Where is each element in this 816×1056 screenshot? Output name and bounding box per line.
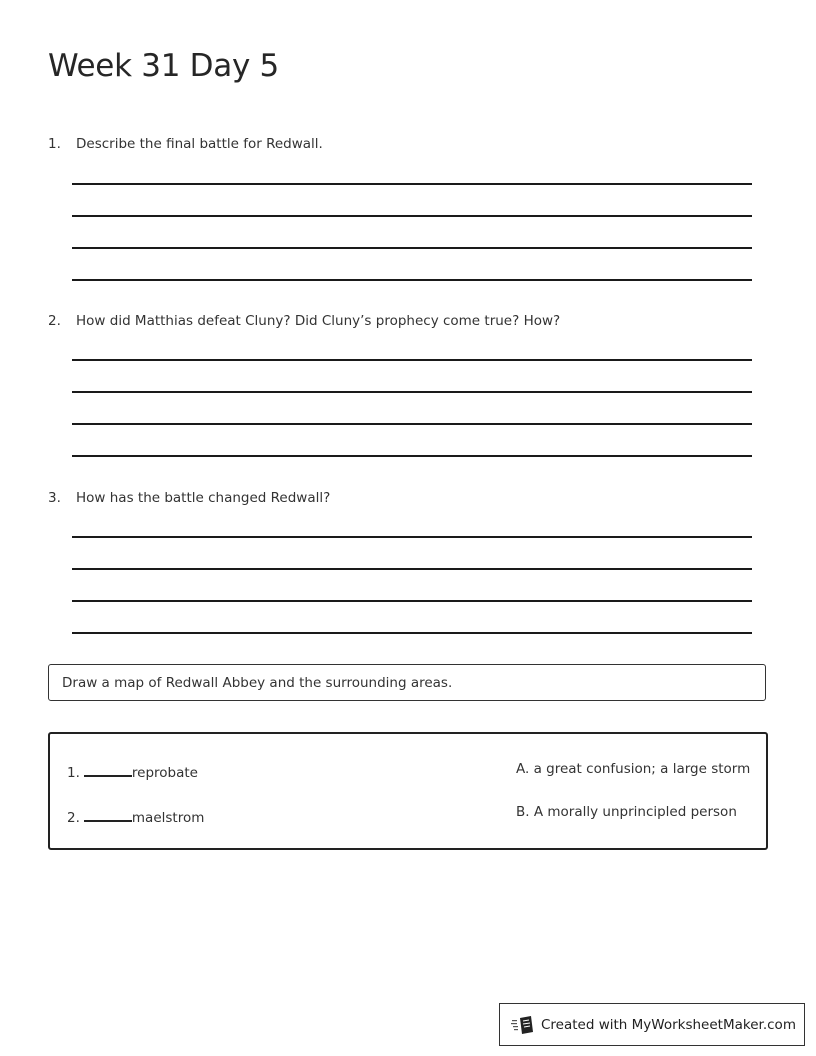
footer-badge[interactable] [499, 1003, 805, 1046]
term-word: maelstrom [131, 810, 205, 826]
question-text: How did Matthias defeat Cluny? Did Cluny’s prophecy come true? How? [76, 313, 561, 329]
term-number: 2. [67, 810, 80, 826]
definition-text: a great confusion; a large storm [533, 761, 751, 777]
answer-line[interactable] [72, 632, 752, 634]
answer-line[interactable] [72, 568, 752, 570]
question-number: 3. [48, 490, 61, 506]
worksheet-logo-icon [511, 1016, 535, 1034]
question-2 [48, 313, 560, 329]
answer-line[interactable] [72, 536, 752, 538]
answer-line[interactable] [72, 423, 752, 425]
matching-definition-b [516, 804, 737, 820]
matching-term-2 [67, 806, 204, 826]
question-text: Describe the final battle for Redwall. [76, 136, 323, 152]
answer-line[interactable] [72, 455, 752, 457]
question-number: 2. [48, 313, 61, 329]
answer-blank[interactable] [84, 761, 132, 777]
question-number: 1. [48, 136, 61, 152]
definition-letter: B. [516, 804, 530, 820]
answer-blank[interactable] [84, 806, 132, 822]
question-text: How has the battle changed Redwall? [76, 490, 331, 506]
answer-line[interactable] [72, 359, 752, 361]
question-1 [48, 136, 323, 152]
matching-definition-a [516, 761, 750, 777]
definition-text: A morally unprincipled person [533, 804, 737, 820]
answer-line[interactable] [72, 183, 752, 185]
matching-term-1 [67, 761, 198, 781]
answer-line[interactable] [72, 247, 752, 249]
definition-letter: A. [516, 761, 530, 777]
answer-line[interactable] [72, 215, 752, 217]
term-word: reprobate [131, 765, 198, 781]
footer-text: Created with MyWorksheetMaker.com [541, 1017, 796, 1033]
term-number: 1. [67, 765, 80, 781]
question-3 [48, 490, 330, 506]
map-prompt-text: Draw a map of Redwall Abbey and the surrounding areas. [62, 675, 453, 691]
answer-line[interactable] [72, 391, 752, 393]
answer-line[interactable] [72, 279, 752, 281]
map-prompt-box [48, 664, 766, 701]
answer-line[interactable] [72, 600, 752, 602]
page-title: Week 31 Day 5 [48, 48, 279, 84]
vocabulary-matching-box [48, 732, 768, 850]
